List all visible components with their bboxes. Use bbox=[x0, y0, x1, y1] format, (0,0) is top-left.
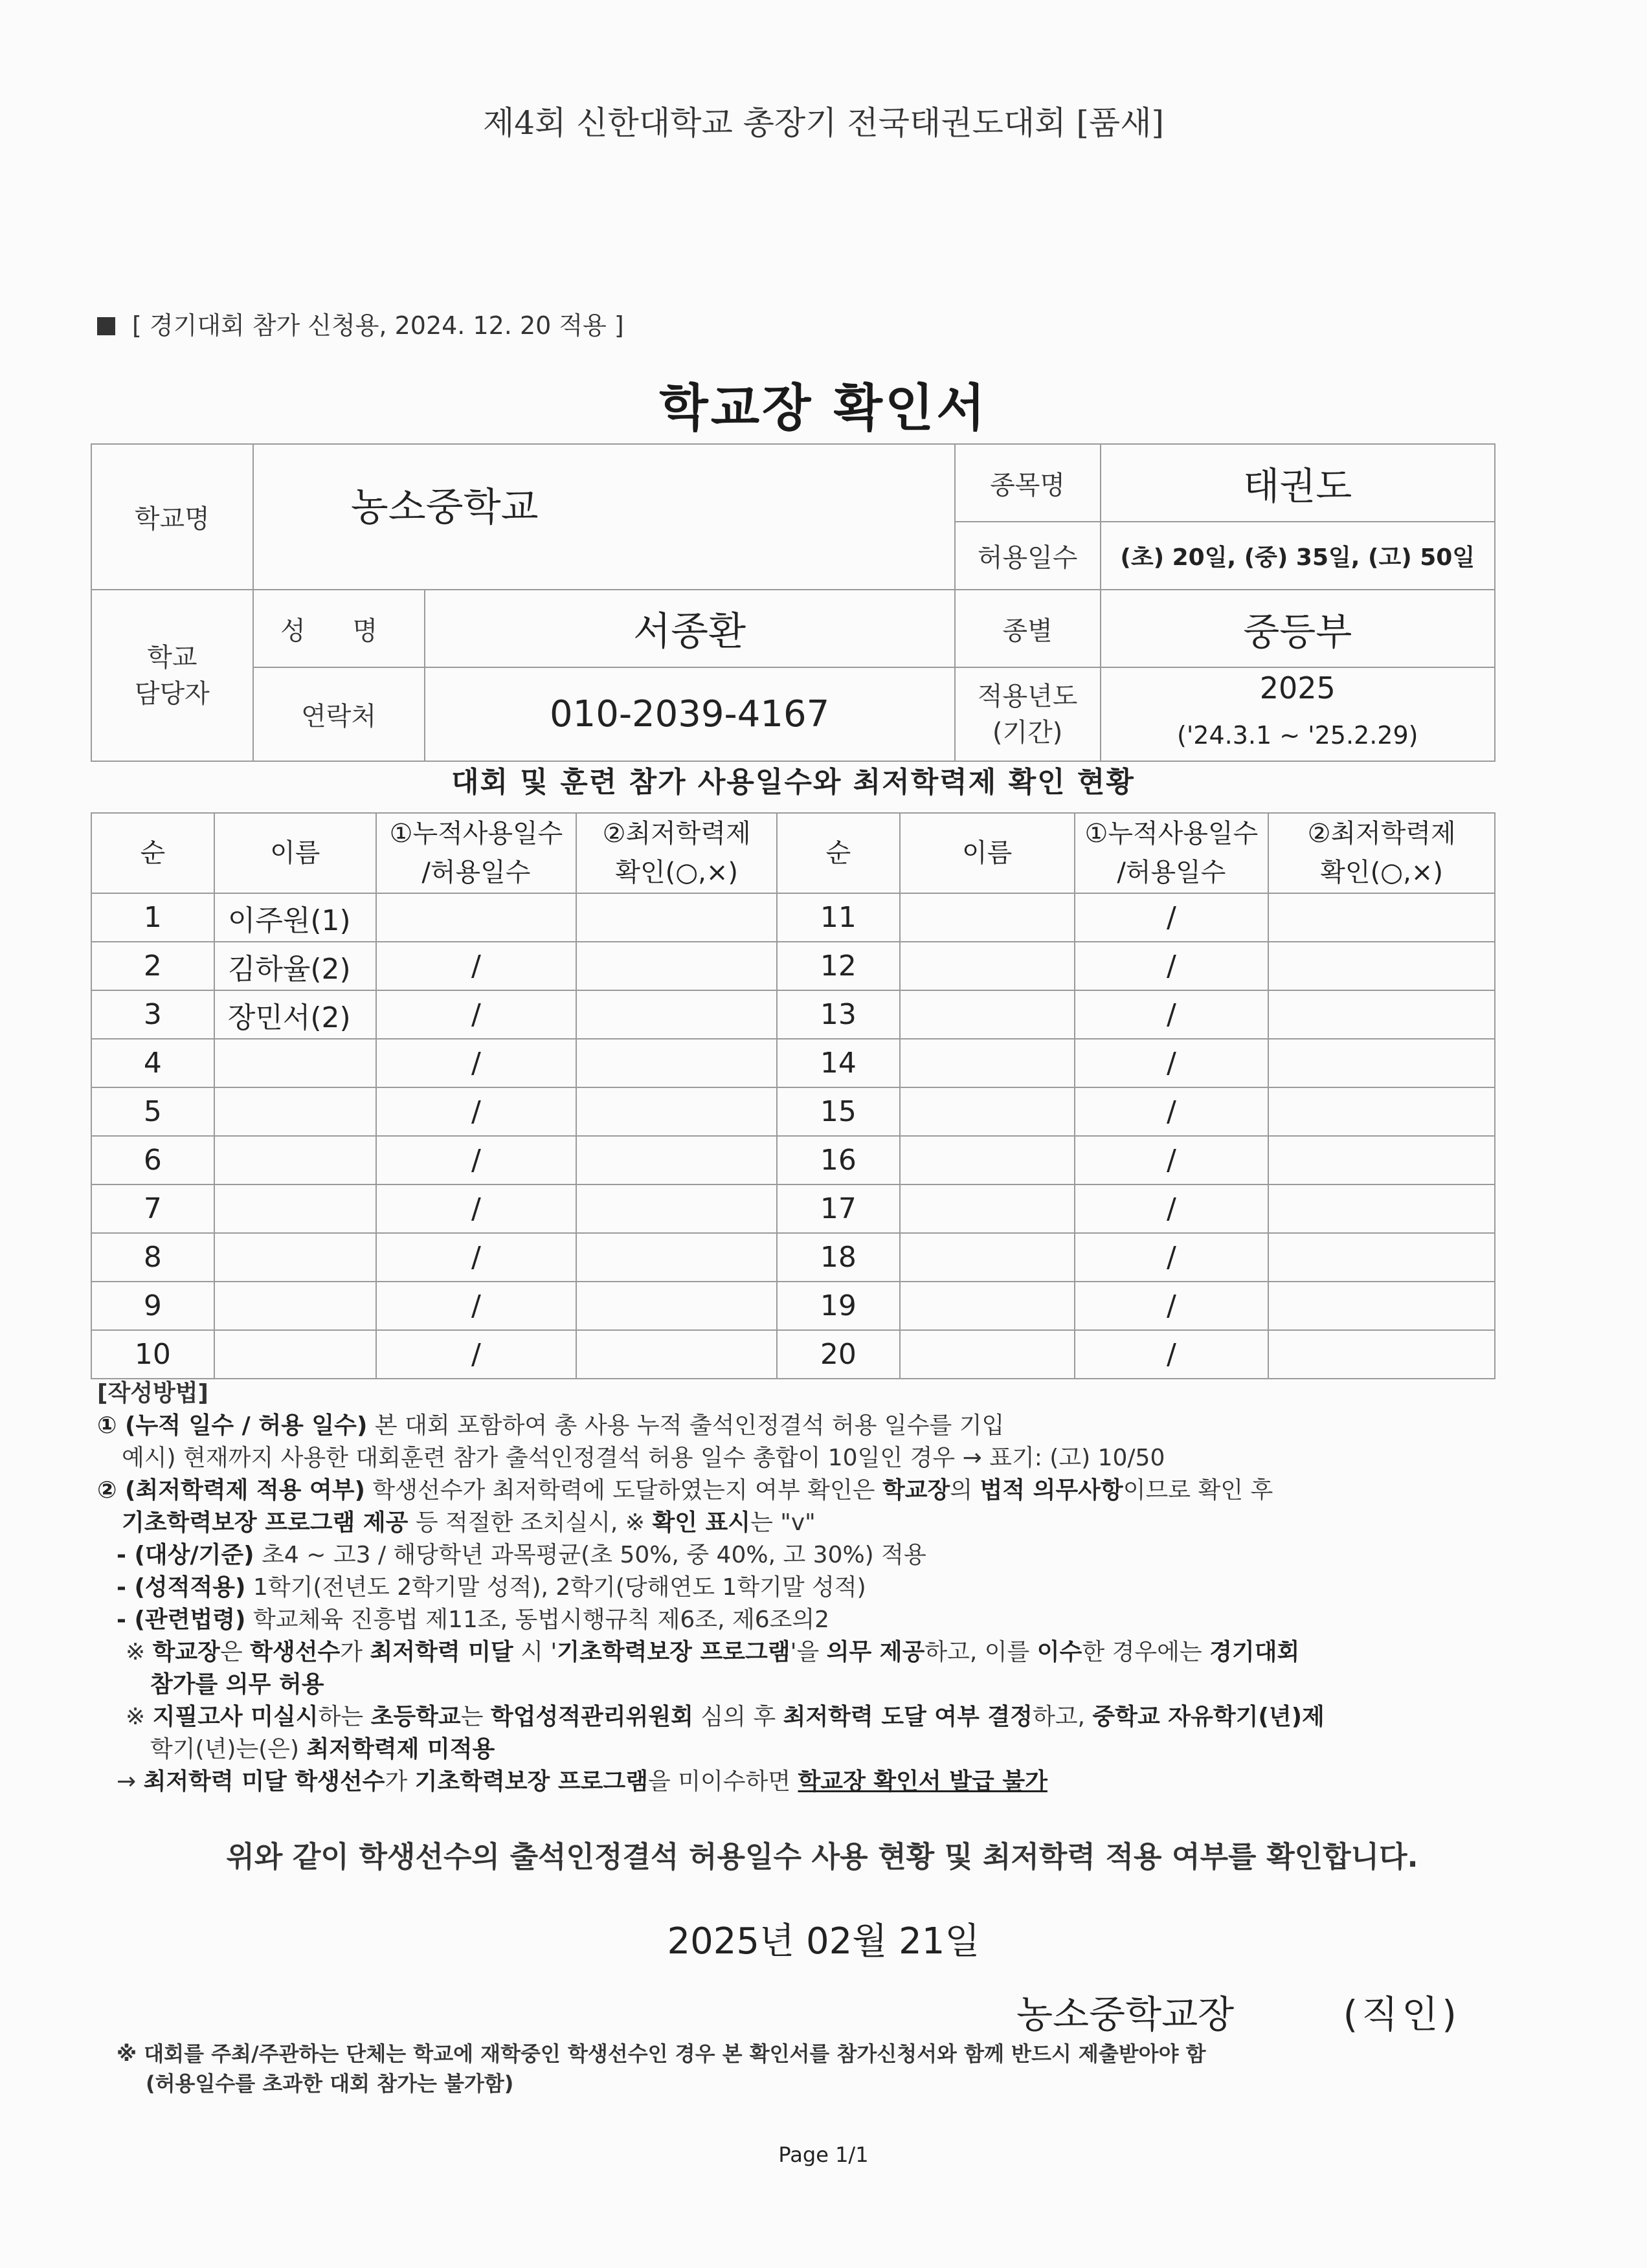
note-2-bold: ② (최저학력제 적용 여부) bbox=[97, 1477, 365, 1504]
table-row bbox=[91, 893, 1495, 942]
row-min bbox=[1268, 893, 1495, 942]
remark-1-a: ※ bbox=[126, 1639, 153, 1665]
bullet-1-text: 초4 ~ 고3 / 해당학년 과목평균(초 50%, 중 40%, 고 30%) 적용 bbox=[254, 1542, 926, 1568]
note-1-bold: ① (누적 일수 / 허용 일수) bbox=[97, 1412, 368, 1439]
category-label: 종별 bbox=[955, 590, 1101, 667]
row-no: 1 bbox=[91, 893, 214, 942]
row-days: / bbox=[1075, 990, 1269, 1039]
row-days: / bbox=[1075, 1233, 1269, 1282]
note-2 bbox=[97, 1474, 1508, 1507]
year-label bbox=[955, 667, 1101, 761]
note-1-example: 예시) 현재까지 사용한 대회훈련 참가 출석인정결석 허용 일수 총합이 10일인 경우 → 표기: (고) 10/50 bbox=[122, 1445, 1165, 1471]
name-label: 성 명 bbox=[253, 590, 425, 667]
row-name bbox=[214, 1087, 376, 1136]
header-min-right bbox=[1268, 813, 1495, 893]
remark-2 bbox=[97, 1701, 1508, 1733]
row-days: / bbox=[1075, 1087, 1269, 1136]
remark-1-n: 경기대회 bbox=[1209, 1639, 1300, 1665]
row-min bbox=[1268, 1330, 1495, 1379]
info-table bbox=[91, 443, 1496, 762]
form-tag: [ 경기대회 참가 신청용, 2024. 12. 20 적용 ] bbox=[132, 311, 624, 340]
signer: 농소중학교장 bbox=[1016, 1992, 1235, 2036]
remark-1-m: 한 경우에는 bbox=[1082, 1639, 1210, 1665]
name-value: 서종환 bbox=[425, 590, 955, 667]
remark-3-b: 최저학력 미달 학생선수 bbox=[143, 1768, 385, 1795]
manager-label bbox=[91, 590, 253, 761]
row-name bbox=[900, 1087, 1075, 1136]
row-name bbox=[214, 1282, 376, 1330]
row-no: 17 bbox=[777, 1184, 900, 1233]
remark-1-line2-bold: 참가를 의무 허용 bbox=[150, 1671, 324, 1698]
header-min-left-2: 확인(○,×) bbox=[615, 858, 738, 887]
header-cum-left bbox=[376, 813, 577, 893]
row-name: 김하율(2) bbox=[214, 942, 376, 990]
header-min-right-2: 확인(○,×) bbox=[1320, 858, 1443, 887]
row-min bbox=[576, 1184, 777, 1233]
row-name bbox=[900, 990, 1075, 1039]
seal-label: (직인) bbox=[1343, 1992, 1461, 2036]
row-min bbox=[576, 1330, 777, 1379]
table-row bbox=[91, 1233, 1495, 1282]
remark-1-h: 기초학력보장 프로그램 bbox=[557, 1639, 790, 1665]
table-row bbox=[91, 1136, 1495, 1184]
row-no: 4 bbox=[91, 1039, 214, 1087]
table-row bbox=[91, 942, 1495, 990]
remark-1-f: 최저학력 미달 bbox=[370, 1639, 513, 1665]
table-row bbox=[91, 1184, 1495, 1233]
remark-3-a: → bbox=[117, 1768, 144, 1795]
row-no: 15 bbox=[777, 1087, 900, 1136]
row-min bbox=[576, 893, 777, 942]
row-name bbox=[900, 1184, 1075, 1233]
row-no: 14 bbox=[777, 1039, 900, 1087]
year-value-cell bbox=[1101, 667, 1496, 761]
event-title: 제4회 신한대학교 총장기 전국태권도대회 [품새] bbox=[482, 104, 1165, 142]
footer-note-1: ※ 대회를 주최/주관하는 단체는 학교에 재학중인 학생선수인 경우 본 확인서를 참가신청서와 함께 반드시 제출받아야 함 bbox=[117, 2041, 1206, 2066]
note-1 bbox=[97, 1410, 1508, 1442]
row-no: 10 bbox=[91, 1330, 214, 1379]
row-days bbox=[376, 893, 577, 942]
note-2-line2-bold: 기초학력보장 프로그램 제공 bbox=[122, 1509, 409, 1536]
remark-1-b: 학교장 bbox=[152, 1639, 220, 1665]
bullet-1-bold: - (대상/기준) bbox=[117, 1542, 254, 1568]
header-cum-right-1: ①누적사용일수 bbox=[1084, 819, 1259, 849]
header-no-left: 순 bbox=[91, 813, 214, 893]
table-row bbox=[91, 1282, 1495, 1330]
document-title: 학교장 확인서 bbox=[659, 379, 988, 438]
header-cum-left-2: /허용일수 bbox=[421, 858, 531, 887]
remark-2-c: 하는 bbox=[318, 1704, 371, 1730]
row-no: 5 bbox=[91, 1087, 214, 1136]
row-days: / bbox=[376, 1136, 577, 1184]
event-label: 종목명 bbox=[955, 444, 1101, 522]
row-no: 7 bbox=[91, 1184, 214, 1233]
row-name bbox=[900, 1282, 1075, 1330]
section-title: 대회 및 훈련 참가 사용일수와 최저학력제 확인 현황 bbox=[451, 766, 1135, 799]
header-min-right-1: ②최저학력제 bbox=[1307, 819, 1456, 849]
row-name bbox=[900, 1136, 1075, 1184]
row-min bbox=[576, 1087, 777, 1136]
row-min bbox=[576, 1039, 777, 1087]
row-min bbox=[1268, 1039, 1495, 1087]
remark-1-j: 의무 제공 bbox=[826, 1639, 925, 1665]
table-row bbox=[91, 1087, 1495, 1136]
remark-3-d: 기초학력보장 프로그램 bbox=[414, 1768, 648, 1795]
header-cum-right bbox=[1075, 813, 1269, 893]
manager-label-line2: 담당자 bbox=[134, 678, 210, 709]
row-name bbox=[214, 1184, 376, 1233]
row-no: 20 bbox=[777, 1330, 900, 1379]
row-days: / bbox=[376, 1184, 577, 1233]
remark-2-a: ※ bbox=[126, 1704, 153, 1730]
remark-2-h: 최저학력 도달 여부 결정 bbox=[783, 1704, 1033, 1730]
remark-2-line2-a: 학기(년)는(은) bbox=[150, 1736, 307, 1762]
remark-2-e: 는 bbox=[460, 1704, 491, 1730]
remark-1-l: 이수 bbox=[1036, 1639, 1082, 1665]
bullet-3 bbox=[97, 1604, 1508, 1636]
remark-2-i: 하고, bbox=[1032, 1704, 1093, 1730]
header-no-right: 순 bbox=[777, 813, 900, 893]
remark-3-c: 가 bbox=[385, 1768, 415, 1795]
page-number: Page 1/1 bbox=[778, 2142, 869, 2167]
footer-note-2: (허용일수를 초과한 대회 참가는 불가함) bbox=[146, 2071, 514, 2096]
notes-heading: [작성방법] bbox=[97, 1380, 209, 1406]
remark-2-b: 지필고사 미실시 bbox=[152, 1704, 319, 1730]
remark-1-g: 시 ' bbox=[513, 1639, 557, 1665]
manager-label-line1: 학교 bbox=[147, 642, 197, 673]
row-no: 2 bbox=[91, 942, 214, 990]
row-min bbox=[1268, 1087, 1495, 1136]
row-no: 18 bbox=[777, 1233, 900, 1282]
row-days: / bbox=[376, 1039, 577, 1087]
row-name bbox=[900, 1039, 1075, 1087]
table-row bbox=[91, 1330, 1495, 1379]
row-min bbox=[1268, 990, 1495, 1039]
note-2-line2-bold2: 확인 표시 bbox=[652, 1509, 751, 1536]
remark-3 bbox=[97, 1766, 1508, 1798]
row-name bbox=[214, 1330, 376, 1379]
header-cum-left-1: ①누적사용일수 bbox=[389, 819, 563, 849]
bullet-2 bbox=[97, 1572, 1508, 1604]
row-min bbox=[576, 1233, 777, 1282]
bullet-2-text: 1학기(전년도 2학기말 성적), 2학기(당해연도 1학기말 성적) bbox=[245, 1574, 866, 1601]
remark-1-k: 하고, 이를 bbox=[924, 1639, 1037, 1665]
remark-3-f: 학교장 확인서 발급 불가 bbox=[798, 1768, 1048, 1795]
contact-label: 연락처 bbox=[253, 667, 425, 761]
row-name bbox=[214, 1233, 376, 1282]
row-days: / bbox=[1075, 1184, 1269, 1233]
allowed-days-label: 허용일수 bbox=[955, 522, 1101, 590]
bullet-3-bold: - (관련법령) bbox=[117, 1606, 246, 1633]
school-label: 학교명 bbox=[91, 444, 253, 590]
row-name: 장민서(2) bbox=[214, 990, 376, 1039]
row-no: 19 bbox=[777, 1282, 900, 1330]
bullet-1 bbox=[97, 1539, 1508, 1572]
note-2-bold-b: 학교장 bbox=[882, 1477, 950, 1504]
row-days: / bbox=[1075, 1039, 1269, 1087]
row-min bbox=[576, 1136, 777, 1184]
form-tag-row bbox=[97, 306, 624, 341]
header-min-left bbox=[576, 813, 777, 893]
remark-1-c: 은 bbox=[219, 1639, 251, 1665]
remark-2-j: 중학교 자유학기(년)제 bbox=[1092, 1704, 1325, 1730]
row-min bbox=[1268, 942, 1495, 990]
category-value: 중등부 bbox=[1101, 590, 1496, 667]
footer-notes bbox=[117, 2039, 1206, 2098]
table-row bbox=[91, 1039, 1495, 1087]
row-min bbox=[576, 942, 777, 990]
header-name-right: 이름 bbox=[900, 813, 1075, 893]
remark-2-line2 bbox=[97, 1733, 1508, 1766]
row-no: 16 bbox=[777, 1136, 900, 1184]
row-name bbox=[900, 1330, 1075, 1379]
row-no: 3 bbox=[91, 990, 214, 1039]
confirmation-text: 위와 같이 학생선수의 출석인정결석 허용일수 사용 현황 및 최저학력 적용 여부를 확인합니다. bbox=[226, 1840, 1418, 1874]
note-2-line2-text: 등 적절한 조치실시, ※ bbox=[408, 1509, 653, 1536]
note-2-text-b: 의 bbox=[950, 1477, 980, 1504]
status-table bbox=[91, 812, 1496, 1379]
row-name bbox=[214, 1136, 376, 1184]
note-2-text-c: 이므로 확인 후 bbox=[1123, 1477, 1273, 1504]
row-no: 8 bbox=[91, 1233, 214, 1282]
note-2-bold-c: 법적 의무사항 bbox=[980, 1477, 1123, 1504]
remark-1-i: '을 bbox=[790, 1639, 827, 1665]
note-2-line2-text2: 는 "v" bbox=[750, 1509, 816, 1536]
bullet-2-bold: - (성적적용) bbox=[117, 1574, 246, 1601]
year-label-line2: (기간) bbox=[992, 717, 1063, 748]
row-no: 11 bbox=[777, 893, 900, 942]
row-name: 이주원(1) bbox=[214, 893, 376, 942]
writing-instructions bbox=[97, 1377, 1508, 1798]
period-value: ('24.3.1 ~ '25.2.29) bbox=[1177, 721, 1418, 750]
row-days: / bbox=[376, 1233, 577, 1282]
square-bullet-icon bbox=[97, 317, 115, 335]
row-days: / bbox=[1075, 942, 1269, 990]
allowed-days-value: (초) 20일, (중) 35일, (고) 50일 bbox=[1101, 522, 1496, 590]
table-row bbox=[91, 990, 1495, 1039]
remark-1 bbox=[97, 1636, 1508, 1669]
row-no: 12 bbox=[777, 942, 900, 990]
row-min bbox=[1268, 1184, 1495, 1233]
row-days: / bbox=[1075, 893, 1269, 942]
header-name-left: 이름 bbox=[214, 813, 376, 893]
row-days: / bbox=[376, 942, 577, 990]
remark-1-line2 bbox=[97, 1669, 1508, 1701]
row-name bbox=[900, 942, 1075, 990]
remark-2-g: 심의 후 bbox=[693, 1704, 783, 1730]
note-1-text: 본 대회 포함하여 총 사용 누적 출석인정결석 허용 일수를 기입 bbox=[367, 1412, 1005, 1439]
row-days: / bbox=[1075, 1330, 1269, 1379]
row-no: 6 bbox=[91, 1136, 214, 1184]
row-no: 9 bbox=[91, 1282, 214, 1330]
row-days: / bbox=[376, 990, 577, 1039]
issue-date: 2025년 02월 21일 bbox=[667, 1920, 980, 1962]
remark-1-e: 가 bbox=[340, 1639, 370, 1665]
row-name bbox=[214, 1039, 376, 1087]
remark-1-d: 학생선수 bbox=[250, 1639, 341, 1665]
row-days: / bbox=[1075, 1282, 1269, 1330]
signer-row bbox=[1016, 1984, 1461, 2038]
row-days: / bbox=[1075, 1136, 1269, 1184]
remark-3-e: 을 미이수하면 bbox=[647, 1768, 798, 1795]
school-value: 농소중학교 bbox=[253, 444, 955, 590]
remark-2-d: 초등학교 bbox=[370, 1704, 461, 1730]
year-value: 2025 bbox=[1259, 671, 1336, 706]
row-min bbox=[1268, 1233, 1495, 1282]
row-min bbox=[576, 1282, 777, 1330]
contact-value: 010-2039-4167 bbox=[425, 667, 955, 761]
row-min bbox=[576, 990, 777, 1039]
event-value: 태권도 bbox=[1101, 444, 1496, 522]
remark-2-f: 학업성적관리위원회 bbox=[490, 1704, 693, 1730]
remark-2-line2-b: 최저학력제 미적용 bbox=[306, 1736, 495, 1762]
row-name bbox=[900, 1233, 1075, 1282]
note-2-line2 bbox=[97, 1507, 1508, 1539]
year-label-line1: 적용년도 bbox=[977, 681, 1078, 711]
row-days: / bbox=[376, 1330, 577, 1379]
header-cum-right-2: /허용일수 bbox=[1117, 858, 1226, 887]
row-min bbox=[1268, 1136, 1495, 1184]
row-days: / bbox=[376, 1282, 577, 1330]
bullet-3-text: 학교체육 진흥법 제11조, 동법시행규칙 제6조, 제6조의2 bbox=[245, 1606, 830, 1633]
header-min-left-1: ②최저학력제 bbox=[602, 819, 751, 849]
note-2-text-a: 학생선수가 최저학력에 도달하였는지 여부 확인은 bbox=[364, 1477, 882, 1504]
row-min bbox=[1268, 1282, 1495, 1330]
row-no: 13 bbox=[777, 990, 900, 1039]
row-days: / bbox=[376, 1087, 577, 1136]
row-name bbox=[900, 893, 1075, 942]
